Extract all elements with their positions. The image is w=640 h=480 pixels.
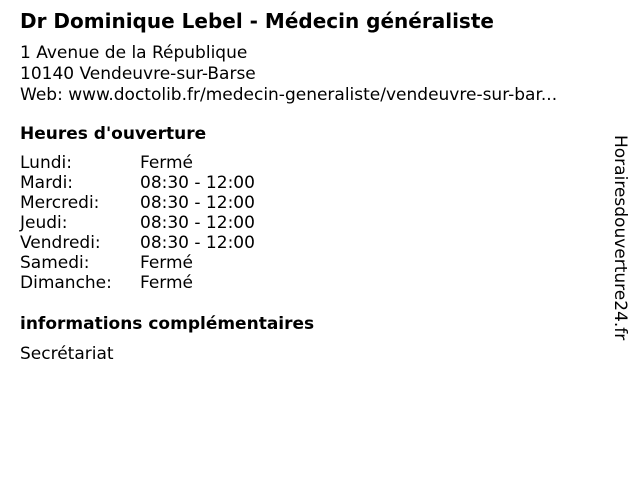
address-city: 10140 Vendeuvre-sur-Barse [20,64,256,84]
hours-row-monday [20,153,255,173]
day-label: Lundi: [20,153,72,173]
day-label: Mercredi: [20,193,100,213]
day-label: Mardi: [20,173,74,193]
time-value: Fermé [140,153,194,173]
hours-row-friday [20,233,255,253]
time-value: 08:30 - 12:00 [140,213,255,233]
time-value: Fermé [140,273,194,293]
time-value: 08:30 - 12:00 [140,193,255,213]
day-label: Dimanche: [20,273,112,293]
extra-info-text: Secrétariat [20,344,114,364]
hours-row-tuesday [20,173,255,193]
opening-hours-table [20,153,255,293]
hours-row-sunday [20,273,255,293]
day-label: Samedi: [20,253,90,273]
opening-hours-heading: Heures d'ouverture [20,124,207,144]
address-block [20,43,557,106]
address-street: 1 Avenue de la République [20,43,248,63]
hours-row-thursday [20,213,255,233]
extra-info-heading: informations complémentaires [20,314,315,334]
brand-watermark [606,135,640,345]
day-label: Jeudi: [20,213,68,233]
brand-text: Horairesdouverture24.fr [610,135,630,341]
hours-row-wednesday [20,193,255,213]
day-label: Vendredi: [20,233,101,253]
hours-row-saturday [20,253,255,273]
time-value: 08:30 - 12:00 [140,233,255,253]
website-link[interactable]: Web: www.doctolib.fr/medecin-generaliste/vendeuvre-sur-bar... [20,85,558,105]
time-value: 08:30 - 12:00 [140,173,255,193]
time-value: Fermé [140,253,194,273]
page-title: Dr Dominique Lebel - Médecin généraliste [20,9,494,33]
